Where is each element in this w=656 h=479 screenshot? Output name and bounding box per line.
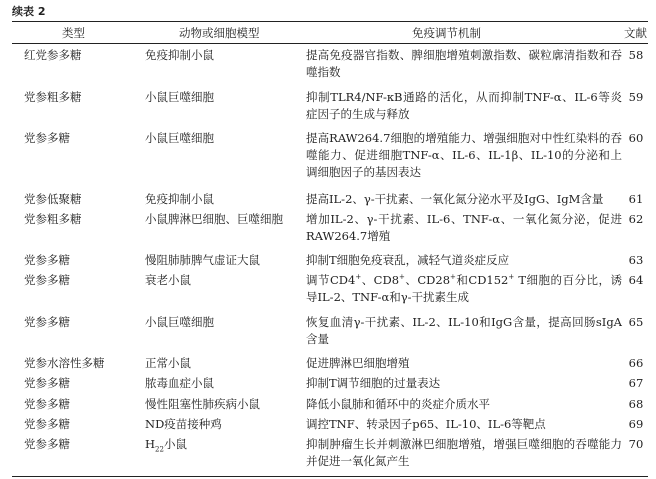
cell-mechanism: 抑制T细胞免疫衰乱，减轻气道炎症反应 (306, 253, 510, 267)
cell-mechanism: 降低小鼠肺和循环中的炎症介质水平 (306, 397, 490, 411)
cell-type: 党参水溶性多糖 (24, 356, 105, 370)
cell-model: $H_{22}$小鼠 (145, 437, 187, 454)
cell-model: 免疫抑制小鼠 (145, 48, 214, 62)
cell-type: 党参多糖 (24, 273, 70, 287)
cell-model: 脓毒血症小鼠 (145, 376, 214, 390)
cell-ref: 61 (628, 192, 644, 206)
cell-type: 党参多糖 (24, 315, 70, 329)
cell-ref: 68 (628, 397, 644, 411)
cell-mechanism: 恢复血清γ-干扰素、IL-2、IL-10和IgG含量，提高回肠sIgA含量 (306, 315, 622, 346)
header-mechanism: 免疫调节机制 (412, 26, 481, 40)
header-model: 动物或细胞模型 (179, 26, 260, 40)
cell-type: 党参多糖 (24, 397, 70, 411)
header-type: 类型 (62, 26, 85, 40)
table-top-rule (12, 21, 648, 22)
cell-model: 慢性阻塞性肺疾病小鼠 (145, 397, 260, 411)
cell-ref: 67 (628, 376, 644, 390)
cell-ref: 58 (628, 48, 644, 62)
table-bottom-rule (12, 476, 648, 477)
table-caption: 续表 2 (12, 5, 46, 18)
cell-model: 正常小鼠 (145, 356, 191, 370)
cell-model: 小鼠脾淋巴细胞、巨噬细胞 (145, 212, 283, 226)
cell-mechanism: 促进脾淋巴细胞增殖 (306, 356, 410, 370)
cell-type: 党参多糖 (24, 417, 70, 431)
cell-mechanism: 抑制T调节细胞的过量表达 (306, 376, 441, 390)
cell-ref: 59 (628, 90, 644, 104)
cell-ref: 66 (628, 356, 644, 370)
table-header-rule (12, 43, 648, 44)
header-ref: 文献 (624, 26, 647, 40)
cell-ref: 69 (628, 417, 644, 431)
cell-mechanism: 调节CD4+、CD8+、CD28+和CD152+ T细胞的百分比，诱导IL-2、TNF-α和γ-干扰素生成 (306, 273, 622, 304)
cell-type: 党参多糖 (24, 376, 70, 390)
cell-mechanism: 抑制肿瘤生长并刺激淋巴细胞增殖，增强巨噬细胞的吞噬能力并促进一氧化氮产生 (306, 437, 622, 468)
cell-type: 党参多糖 (24, 253, 70, 267)
cell-mechanism: 提高IL-2、γ-干扰素、一氧化氮分泌水平及IgG、IgM含量 (306, 192, 604, 206)
cell-ref: 63 (628, 253, 644, 267)
cell-type: 党参多糖 (24, 131, 70, 145)
cell-model: 免疫抑制小鼠 (145, 192, 214, 206)
cell-ref: 70 (628, 437, 644, 451)
cell-model: 慢阻肺肺脾气虚证大鼠 (145, 253, 260, 267)
cell-ref: 64 (628, 273, 644, 287)
cell-type: 党参粗多糖 (24, 90, 82, 104)
cell-ref: 60 (628, 131, 644, 145)
cell-type: 党参低聚糖 (24, 192, 82, 206)
cell-ref: 65 (628, 315, 644, 329)
cell-mechanism: 抑制TLR4/NF-κB通路的活化，从而抑制TNF-α、IL-6等炎症因子的生成与释放 (306, 90, 622, 121)
cell-model: 小鼠巨噬细胞 (145, 315, 214, 329)
cell-type: 红党参多糖 (24, 48, 82, 62)
cell-mechanism: 提高RAW264.7细胞的增殖能力、增强细胞对中性红染料的吞噬能力、促进细胞TNF-α、IL-6、IL-1β、IL-10的分泌和上调细胞因子的基因表达 (306, 131, 622, 179)
cell-model: 衰老小鼠 (145, 273, 191, 287)
cell-mechanism: 调控TNF、转录因子p65、IL-10、IL-6等靶点 (306, 417, 546, 431)
cell-type: 党参粗多糖 (24, 212, 82, 226)
cell-mechanism: 提高免疫器官指数、脾细胞增殖刺激指数、碳粒廓清指数和吞噬指数 (306, 48, 622, 79)
cell-model: ND疫苗接种鸡 (145, 417, 222, 431)
cell-model: 小鼠巨噬细胞 (145, 90, 214, 104)
cell-ref: 62 (628, 212, 644, 226)
cell-mechanism: 增加IL-2、γ-干扰素、IL-6、TNF-α、一氧化氮分泌，促进RAW264.7增殖 (306, 212, 622, 243)
cell-model: 小鼠巨噬细胞 (145, 131, 214, 145)
cell-type: 党参多糖 (24, 437, 70, 451)
